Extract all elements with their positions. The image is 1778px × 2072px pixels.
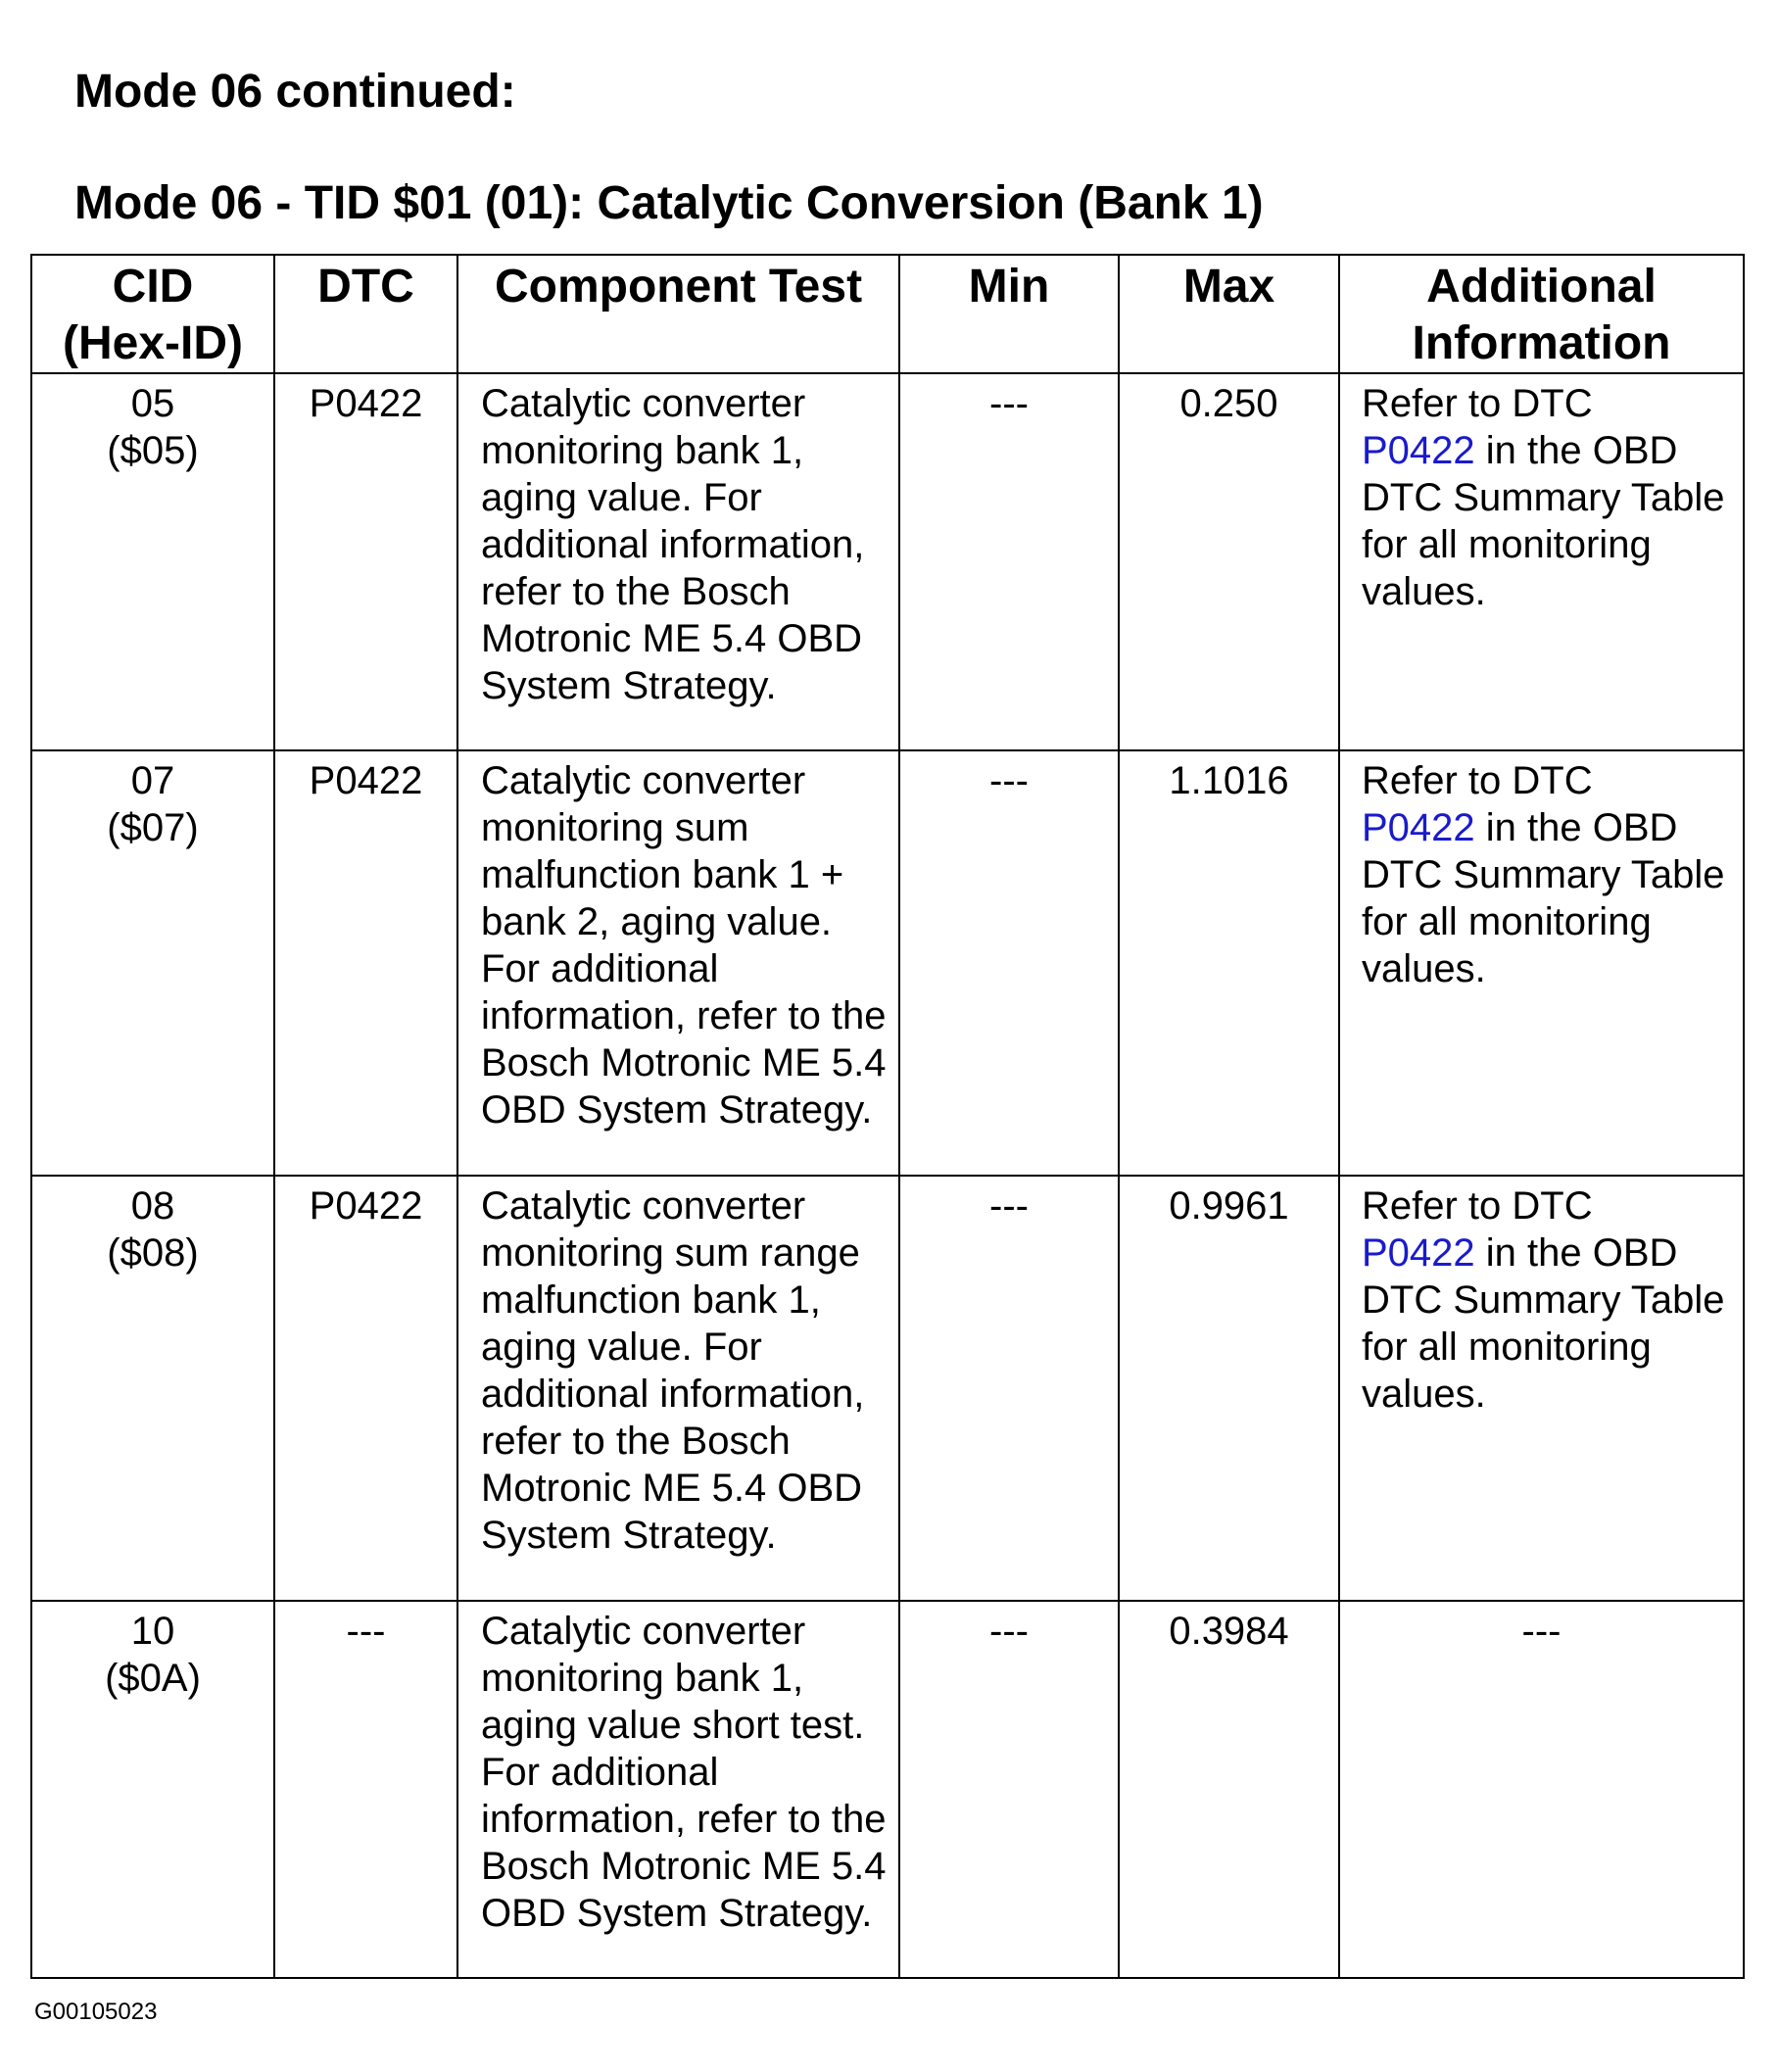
component-test-cell: Catalytic converter monitoring sum malfunction bank 1 + bank 2, aging value. For additional information, refer to the Bosch Motronic ME 5.4 OBD System Strategy. [457, 750, 899, 1176]
max-cell: 1.1016 [1119, 750, 1339, 1176]
dtc-link[interactable]: P0422 [1362, 1231, 1475, 1275]
info-suffix: in the OBD DTC Summary Table for all monitoring values. [1362, 1231, 1725, 1416]
component-test-cell: Catalytic converter monitoring bank 1, aging value short test. For additional information, refer to the Bosch Motronic ME 5.4 OBD System Strategy. [457, 1601, 899, 1978]
component-test-cell: Catalytic converter monitoring bank 1, aging value. For additional information, refer to the Bosch Motronic ME 5.4 OBD System Strategy. [457, 373, 899, 750]
additional-info-cell [1339, 373, 1744, 750]
dtc-cell: P0422 [274, 373, 457, 750]
min-cell: --- [899, 1601, 1119, 1978]
component-test-cell: Catalytic converter monitoring sum range malfunction bank 1, aging value. For additional information, refer to the Bosch Motronic ME 5.4 OBD System Strategy. [457, 1176, 899, 1601]
hex-id-value: ($0A) [105, 1657, 201, 1700]
max-cell: 0.3984 [1119, 1601, 1339, 1978]
dtc-link[interactable]: P0422 [1362, 429, 1475, 472]
cid-cell [31, 750, 274, 1176]
additional-info-cell [1339, 750, 1744, 1176]
info-prefix: Refer to DTC [1362, 1184, 1593, 1228]
min-cell: --- [899, 750, 1119, 1176]
hex-id-value: ($08) [107, 1231, 199, 1275]
dtc-cell: P0422 [274, 750, 457, 1176]
info-prefix: Refer to DTC [1362, 759, 1593, 802]
min-cell: --- [899, 1176, 1119, 1601]
table-title: Mode 06 - TID $01 (01): Catalytic Conversion (Bank 1) [74, 177, 1264, 229]
min-cell: --- [899, 373, 1119, 750]
info-suffix: in the OBD DTC Summary Table for all monitoring values. [1362, 429, 1725, 613]
cid-value: 08 [130, 1184, 175, 1228]
header-cid [31, 255, 274, 373]
dtc-link[interactable]: P0422 [1362, 806, 1475, 849]
header-additional-info [1339, 255, 1744, 373]
max-cell: 0.250 [1119, 373, 1339, 750]
table-row [31, 373, 1744, 750]
dtc-cell: P0422 [274, 1176, 457, 1601]
header-cid-label: CID [112, 261, 194, 313]
cid-cell [31, 1176, 274, 1601]
dtc-cell: --- [274, 1601, 457, 1978]
table-header-row [31, 255, 1744, 373]
header-info-label: Additional [1426, 261, 1657, 313]
header-info-sub: Information [1412, 317, 1671, 369]
hex-id-value: ($05) [107, 429, 199, 472]
additional-info-cell: --- [1339, 1601, 1744, 1978]
cid-cell [31, 1601, 274, 1978]
figure-code: G00105023 [34, 1999, 158, 2025]
info-prefix: Refer to DTC [1362, 382, 1593, 425]
hex-id-value: ($07) [107, 806, 199, 849]
table-row [31, 1176, 1744, 1601]
header-cid-sub: (Hex-ID) [62, 317, 243, 369]
cid-value: 07 [130, 759, 175, 802]
max-cell: 0.9961 [1119, 1176, 1339, 1601]
info-suffix: in the OBD DTC Summary Table for all monitoring values. [1362, 806, 1725, 990]
cid-value: 10 [130, 1610, 175, 1653]
cid-cell [31, 373, 274, 750]
table-row [31, 1601, 1744, 1978]
additional-info-cell [1339, 1176, 1744, 1601]
mode06-table [30, 254, 1745, 1979]
header-min: Min [899, 255, 1119, 373]
header-max: Max [1119, 255, 1339, 373]
cid-value: 05 [130, 382, 175, 425]
header-component-test: Component Test [457, 255, 899, 373]
table-row [31, 750, 1744, 1176]
page-heading: Mode 06 continued: [74, 66, 516, 118]
header-dtc: DTC [274, 255, 457, 373]
